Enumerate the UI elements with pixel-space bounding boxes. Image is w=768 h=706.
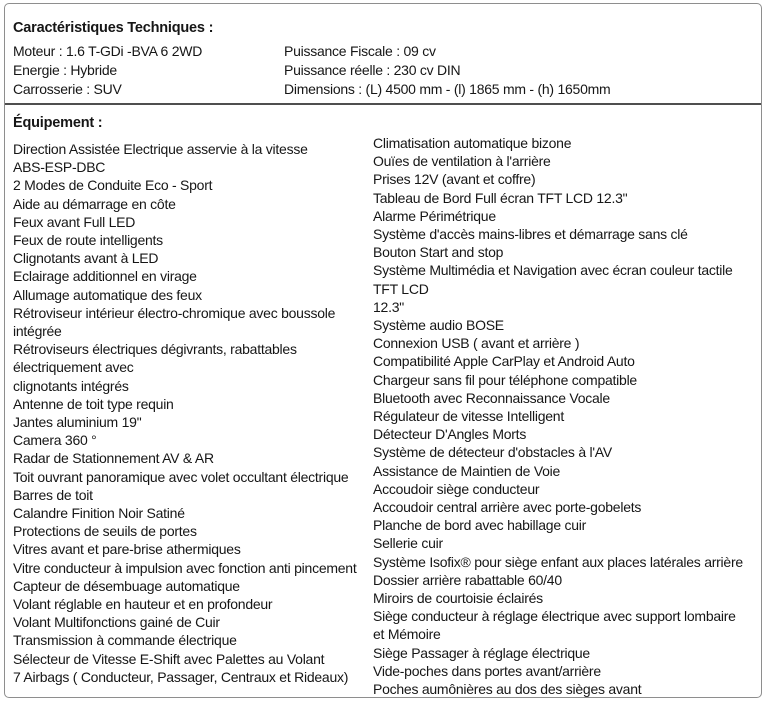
list-item: Radar de Stationnement AV & AR	[13, 450, 214, 467]
equipment-list-left-column	[13, 140, 356, 686]
list-item: Antenne de toit type requin	[13, 395, 174, 412]
list-item: Bouton Start and stop	[373, 244, 504, 261]
list-item: Toit ouvrant panoramique avec volet occultant électrique	[13, 468, 349, 485]
list-item: Rétroviseurs électriques dégivrants, rabattables	[13, 341, 297, 358]
tech-specs-right-column	[284, 42, 610, 99]
list-item: Système d'accès mains-libres et démarrage sans clé	[373, 226, 688, 243]
list-item: Ouïes de ventilation à l'arrière	[373, 153, 551, 170]
list-item: TFT LCD	[373, 280, 429, 297]
list-item: Accoudoir central arrière avec porte-gobelets	[373, 499, 642, 516]
list-item: et Mémoire	[373, 626, 441, 643]
list-item: Tableau de Bord Full écran TFT LCD 12.3"	[373, 189, 628, 206]
list-item: 2 Modes de Conduite Eco - Sport	[13, 177, 213, 194]
list-item: Prises 12V (avant et coffre)	[373, 171, 536, 188]
list-item: Sellerie cuir	[373, 535, 443, 552]
list-item: Jantes aluminium 19''	[13, 414, 142, 431]
list-item: Siège conducteur à réglage électrique avec support lombaire	[373, 608, 736, 625]
list-item: Energie : Hybride	[13, 62, 117, 78]
list-item: Climatisation automatique bizone	[373, 135, 572, 151]
list-item: Système de détecteur d'obstacles à l'AV	[373, 444, 612, 461]
list-item: Dossier arrière rabattable 60/40	[373, 571, 562, 588]
list-item: Bluetooth avec Reconnaissance Vocale	[373, 389, 610, 406]
list-item: Vitre conducteur à impulsion avec fonction anti pincement	[13, 559, 357, 576]
list-item: Carrosserie : SUV	[13, 81, 122, 97]
list-item: Dimensions : (L) 4500 mm - (l) 1865 mm - (h) 1650mm	[284, 81, 611, 97]
list-item: Siège Passager à réglage électrique	[373, 644, 590, 661]
list-item: électriquement avec	[13, 359, 134, 376]
list-item: 12.3"	[373, 298, 404, 315]
list-item: Eclairage additionnel en virage	[13, 268, 197, 285]
section-divider	[5, 103, 761, 105]
list-item: Connexion USB ( avant et arrière )	[373, 335, 580, 352]
list-item: Chargeur sans fil pour téléphone compatible	[373, 371, 637, 388]
list-item: Poches aumônières au dos des sièges avant	[373, 681, 642, 698]
list-item: Compatibilité Apple CarPlay et Android Auto	[373, 353, 635, 370]
list-item: Accoudoir siège conducteur	[373, 480, 540, 497]
tech-specs-left-column	[13, 42, 202, 99]
equipment-section-title: Équipement :	[13, 115, 103, 131]
list-item: clignotants intégrés	[13, 377, 129, 394]
list-item: Puissance Fiscale : 09 cv	[284, 43, 436, 59]
list-item: Détecteur D'Angles Morts	[373, 426, 527, 443]
list-item: intégrée	[13, 323, 62, 340]
list-item: Régulateur de vitesse Intelligent	[373, 408, 564, 425]
list-item: Alarme Périmétrique	[373, 207, 496, 224]
list-item: Calandre Finition Noir Satiné	[13, 505, 185, 522]
list-item: Miroirs de courtoisie éclairés	[373, 590, 543, 607]
equipment-list-right-column	[373, 134, 743, 698]
list-item: Feux de route intelligents	[13, 232, 163, 249]
list-item: Système Multimédia et Navigation avec écran couleur tactile	[373, 262, 733, 279]
list-item: Sélecteur de Vitesse E-Shift avec Palettes au Volant	[13, 650, 325, 667]
tech-section-title: Caractéristiques Techniques :	[13, 20, 214, 36]
list-item: Assistance de Maintien de Voie	[373, 462, 561, 479]
list-item: Clignotants avant à LED	[13, 250, 159, 267]
list-item: Système Isofix® pour siège enfant aux places latérales arrière	[373, 553, 743, 570]
page-frame	[4, 3, 762, 698]
list-item: Rétroviseur intérieur électro-chromique avec boussole	[13, 304, 336, 321]
list-item: Volant réglable en hauteur et en profondeur	[13, 596, 273, 613]
list-item: Aide au démarrage en côte	[13, 195, 176, 212]
list-item: Transmission à commande électrique	[13, 632, 237, 649]
list-item: Feux avant Full LED	[13, 213, 136, 230]
list-item: 7 Airbags ( Conducteur, Passager, Centraux et Rideaux)	[13, 668, 349, 685]
list-item: Planche de bord avec habillage cuir	[373, 517, 587, 534]
list-item: Volant Multifonctions gainé de Cuir	[13, 614, 220, 631]
list-item: Barres de toit	[13, 486, 93, 503]
list-item: Puissance réelle : 230 cv DIN	[284, 62, 461, 78]
list-item: Système audio BOSE	[373, 317, 504, 334]
list-item: Vitres avant et pare-brise athermiques	[13, 541, 241, 558]
list-item: Camera 360 °	[13, 432, 97, 449]
list-item: Moteur : 1.6 T-GDi -BVA 6 2WD	[13, 43, 203, 59]
list-item: Vide-poches dans portes avant/arrière	[373, 662, 601, 679]
list-item: Direction Assistée Electrique asservie à la vitesse	[13, 141, 308, 157]
list-item: ABS-ESP-DBC	[13, 159, 106, 176]
list-item: Capteur de désembuage automatique	[13, 577, 240, 594]
list-item: Allumage automatique des feux	[13, 286, 202, 303]
list-item: Protections de seuils de portes	[13, 523, 197, 540]
